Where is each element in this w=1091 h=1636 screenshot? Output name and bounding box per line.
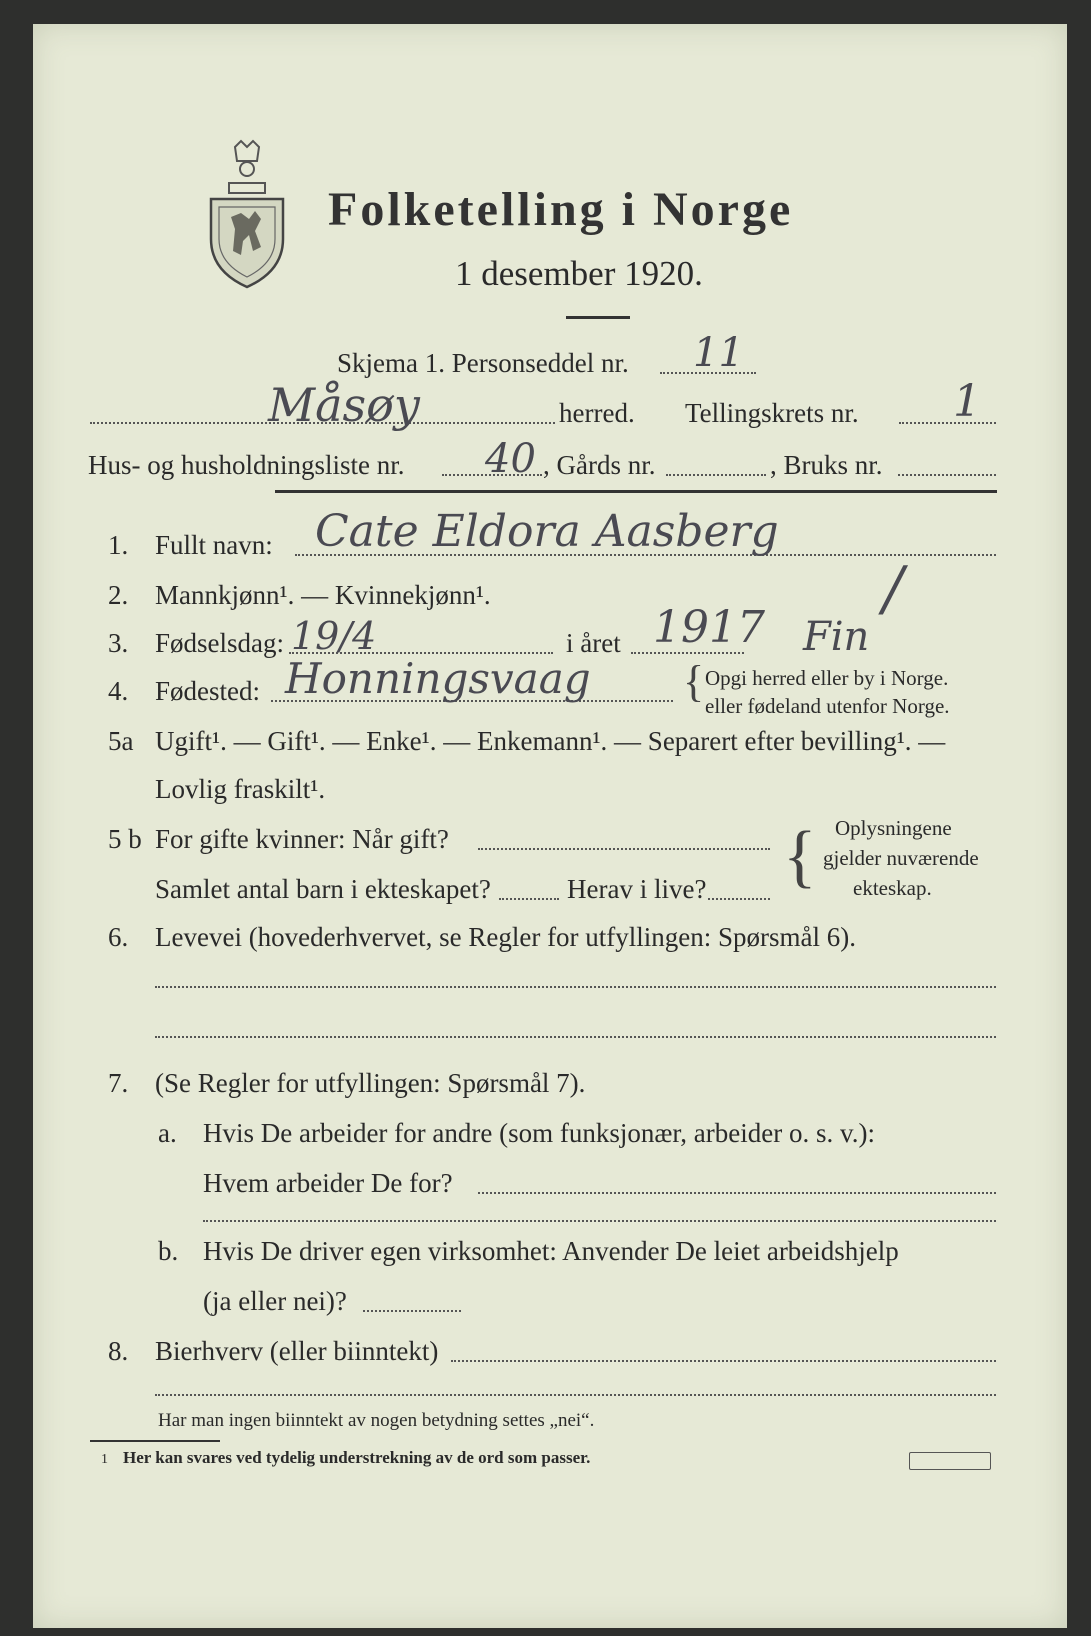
q5b-alive-line [708, 898, 770, 900]
q1-label: Fullt navn: [155, 530, 273, 560]
q3-year-value: 1917 [653, 602, 765, 653]
q5b-label-3: Herav i live? [567, 874, 707, 904]
q7a-label-2: Hvem arbeider De for? [203, 1168, 453, 1198]
q4-brace: { [683, 657, 705, 706]
q5b-note-3: ekteskap. [853, 876, 932, 900]
q7b-line [363, 1310, 461, 1312]
q4-number: 4. [108, 676, 129, 706]
skjema-number-value: 11 [693, 330, 744, 376]
q3-number: 3. [108, 628, 129, 658]
q2-label: Mannkjønn¹. — Kvinnekjønn¹. [155, 580, 491, 610]
q5b-number: 5 b [108, 824, 142, 854]
q5b-note-2: gjelder nuværende [823, 846, 979, 870]
q4-note-2: eller fødeland utenfor Norge. [705, 694, 950, 718]
q3-value: 19/4 [291, 614, 377, 658]
tellingskrets-line [899, 422, 996, 424]
q6-line-2 [155, 1036, 996, 1038]
q4-value: Honningsvaag [285, 654, 591, 703]
husliste-value: 40 [485, 436, 536, 482]
q8-line-1 [451, 1360, 996, 1362]
q3-year-label: i året [566, 628, 621, 658]
printer-stamp [909, 1452, 991, 1470]
herred-value: Måsøy [268, 378, 420, 432]
q7b-number: b. [158, 1236, 179, 1266]
q7a-number: a. [158, 1118, 177, 1148]
q5b-note-1: Oplysningene [835, 816, 952, 840]
q5b-line [478, 848, 770, 850]
title-divider [566, 316, 630, 319]
q8-label: Bierhverv (eller biinntekt) [155, 1336, 439, 1366]
herred-label: herred. [559, 398, 635, 428]
q5a-label-2: Lovlig fraskilt¹. [155, 774, 326, 804]
q8-line-2 [155, 1394, 996, 1396]
gards-label: , Gårds nr. [543, 450, 656, 480]
q1-value: Cate Eldora Aasberg [315, 506, 779, 557]
skjema-label: Skjema 1. Personseddel nr. [337, 348, 629, 378]
footnote-divider [90, 1440, 220, 1442]
q6-label: Levevei (hovederhvervet, se Regler for utfyllingen: Spørsmål 6). [155, 922, 857, 952]
census-form [33, 24, 1067, 1628]
husliste-label: Hus- og husholdningsliste nr. [88, 450, 405, 480]
form-title: Folketelling i Norge [328, 183, 794, 236]
q7b-label-2: (ja eller nei)? [203, 1286, 347, 1316]
q3-label: Fødselsdag: [155, 628, 285, 658]
q5b-label: For gifte kvinner: Når gift? [155, 824, 449, 854]
tellingskrets-value: 1 [953, 376, 981, 427]
q6-number: 6. [108, 922, 129, 952]
q6-line-1 [155, 986, 996, 988]
q5b-brace: { [783, 818, 817, 895]
bruks-label: , Bruks nr. [770, 450, 883, 480]
q3-extra-note: Fin [803, 614, 870, 660]
q1-number: 1. [108, 530, 129, 560]
bruks-line [898, 474, 996, 476]
q5b-children-line [499, 898, 559, 900]
q7a-line-1 [478, 1192, 996, 1194]
coat-of-arms-icon [205, 139, 289, 289]
q2-number: 2. [108, 580, 129, 610]
biinntekt-note: Har man ingen biinntekt av nogen betydning settes „nei“. [158, 1410, 595, 1431]
header-divider [275, 490, 997, 493]
tellingskrets-label: Tellingskrets nr. [685, 398, 859, 428]
q7-label: (Se Regler for utfyllingen: Spørsmål 7). [155, 1068, 586, 1098]
q5a-label: Ugift¹. — Gift¹. — Enke¹. — Enkemann¹. — Separert efter bevilling¹. — [155, 726, 946, 756]
footnote-text: Her kan svares ved tydelig understrekning av de ord som passer. [123, 1448, 591, 1467]
q7b-label: Hvis De driver egen virksomhet: Anvender De leiet arbeidshjelp [203, 1236, 899, 1266]
footnote-mark: 1 [101, 1452, 108, 1467]
q4-label: Fødested: [155, 676, 260, 706]
census-date: 1 desember 1920. [455, 254, 703, 293]
gender-mark: / [883, 554, 904, 624]
q7-number: 7. [108, 1068, 129, 1098]
q7a-line-2 [203, 1220, 996, 1222]
q5b-label-2: Samlet antal barn i ekteskapet? [155, 874, 491, 904]
gards-line [666, 474, 766, 476]
q4-note-1: Opgi herred eller by i Norge. [705, 666, 949, 690]
q5a-number: 5a [108, 726, 134, 756]
q8-number: 8. [108, 1336, 129, 1366]
q7a-label: Hvis De arbeider for andre (som funksjonær, arbeider o. s. v.): [203, 1118, 875, 1148]
